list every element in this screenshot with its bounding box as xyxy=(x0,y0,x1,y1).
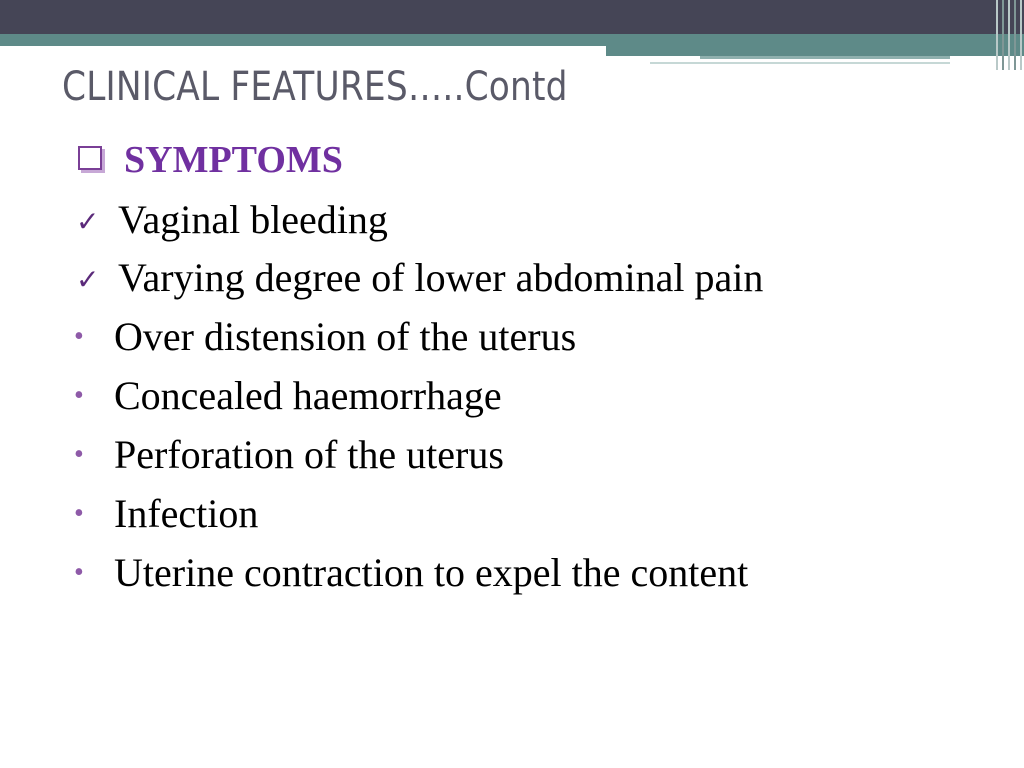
header-stripes-decoration xyxy=(994,0,1024,70)
bullet-dot-icon: • xyxy=(74,439,84,470)
list-item-text: Infection xyxy=(114,491,259,536)
list-item-text: Uterine contraction to expel the content xyxy=(114,550,749,595)
header-dark-bar xyxy=(0,0,1024,34)
list-item-text: Over distension of the uterus xyxy=(114,314,577,359)
list-item-text: Varying degree of lower abdominal pain xyxy=(118,255,764,300)
symptoms-heading: SYMPTOMS xyxy=(124,139,343,181)
header-thin-line xyxy=(700,56,950,59)
header-thin-line-light xyxy=(650,62,950,64)
header-teal-accent xyxy=(606,46,1024,56)
list-item-text: Vaginal bleeding xyxy=(118,197,388,242)
bullet-dot-icon: • xyxy=(74,321,84,352)
checkmark-icon: ✓ xyxy=(76,263,100,296)
bullet-dot-icon: • xyxy=(74,380,84,411)
hollow-square-icon xyxy=(78,146,102,170)
list-item-text: Concealed haemorrhage xyxy=(114,373,502,418)
bullet-dot-icon: • xyxy=(74,557,84,588)
list-item-text: Perforation of the uterus xyxy=(114,432,504,477)
header-teal-band xyxy=(0,34,1024,46)
slide-title: CLINICAL FEATURES…..Contd xyxy=(62,64,568,110)
bullet-dot-icon: • xyxy=(74,498,84,529)
checkmark-icon: ✓ xyxy=(76,205,100,238)
